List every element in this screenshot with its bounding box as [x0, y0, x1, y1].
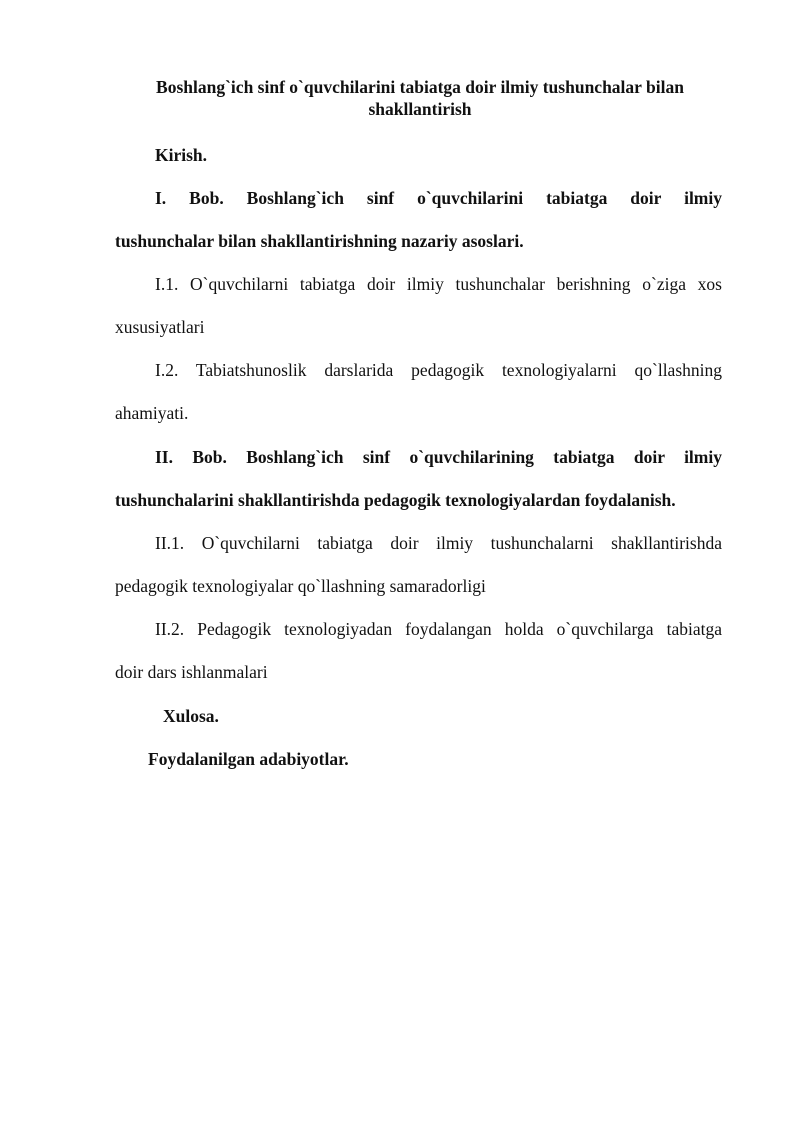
section-2-2-line1: II.2. Pedagogik texnologiyadan foydalangan holda o`quvchilarga tabiatga	[155, 619, 722, 639]
conclusion-heading: Xulosa.	[163, 706, 219, 726]
section-2-1-line1: II.1. O`quvchilarni tabiatga doir ilmiy tushunchalarni shakllantirishda	[155, 533, 722, 553]
section-1-1-line1: I.1. O`quvchilarni tabiatga doir ilmiy tushunchalar berishning o`ziga xos	[155, 274, 722, 294]
section-2-2-line2: doir dars ishlanmalari	[115, 662, 268, 682]
intro-heading: Kirish.	[155, 145, 208, 165]
section-1-2-line2: ahamiyati.	[115, 403, 189, 423]
section-1-2-line1: I.2. Tabiatshunoslik darslarida pedagogik texnologiyalarni qo`llashning	[155, 360, 722, 380]
section-2-1-line2: pedagogik texnologiyalar qo`llashning samaradorligi	[115, 576, 486, 596]
references-heading: Foydalanilgan adabiyotlar.	[148, 749, 349, 769]
chapter2-heading-line1: II. Bob. Boshlang`ich sinf o`quvchilarining tabiatga doir ilmiy	[155, 447, 722, 467]
document-title: Boshlang`ich sinf o`quvchilarini tabiatga doir ilmiy tushunchalar bilan shakllantirish	[156, 77, 684, 119]
section-1-1-line2: xususiyatlari	[115, 317, 205, 337]
chapter1-heading-line2: tushunchalar bilan shakllantirishning nazariy asoslari.	[115, 231, 524, 251]
chapter2-heading-line2: tushunchalarini shakllantirishda pedagogik texnologiyalardan foydalanish.	[115, 490, 676, 510]
chapter1-heading-line1: I. Bob. Boshlang`ich sinf o`quvchilarini tabiatga doir ilmiy	[155, 188, 722, 208]
